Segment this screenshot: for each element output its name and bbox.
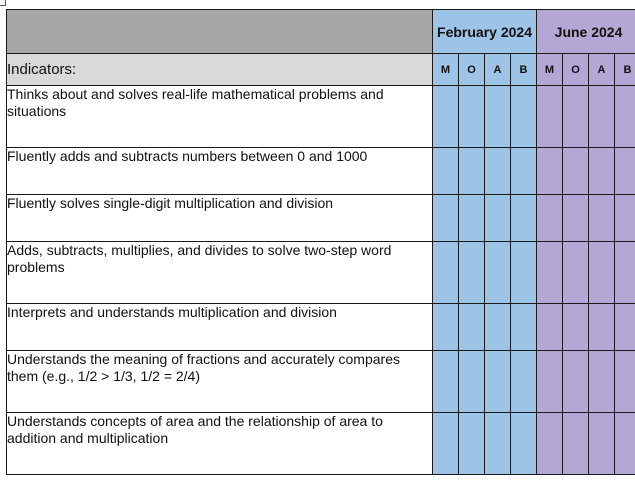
- indicator-text: Interprets and understands multiplication and division: [7, 304, 433, 351]
- assessment-table: [6, 9, 635, 475]
- rating-cell[interactable]: [433, 413, 459, 475]
- level-header-m: M: [537, 54, 563, 86]
- rating-cell[interactable]: [459, 86, 485, 148]
- indicator-row: [7, 351, 635, 413]
- rating-cell[interactable]: [589, 242, 615, 304]
- level-header-row: [7, 54, 635, 86]
- rating-cell[interactable]: [485, 351, 511, 413]
- rating-cell[interactable]: [459, 351, 485, 413]
- term-header-june: June 2024: [537, 10, 635, 54]
- rating-cell[interactable]: [459, 413, 485, 475]
- rating-cell[interactable]: [537, 351, 563, 413]
- indicator-text: Understands concepts of area and the relationship of area to addition and multiplication: [7, 413, 433, 475]
- term-header-row: [7, 10, 635, 54]
- rating-cell[interactable]: [511, 351, 537, 413]
- rating-cell[interactable]: [511, 195, 537, 242]
- rating-cell[interactable]: [459, 195, 485, 242]
- term-header-february: February 2024: [433, 10, 537, 54]
- level-header-b: B: [615, 54, 635, 86]
- level-header-o: O: [459, 54, 485, 86]
- rating-cell[interactable]: [485, 413, 511, 475]
- rating-cell[interactable]: [615, 86, 635, 148]
- indicator-row: [7, 242, 635, 304]
- rating-cell[interactable]: [615, 242, 635, 304]
- rating-cell[interactable]: [433, 242, 459, 304]
- rating-cell[interactable]: [537, 304, 563, 351]
- rating-cell[interactable]: [433, 195, 459, 242]
- rating-cell[interactable]: [537, 195, 563, 242]
- rating-cell[interactable]: [459, 148, 485, 195]
- rating-cell[interactable]: [511, 242, 537, 304]
- rating-cell[interactable]: [511, 304, 537, 351]
- rating-cell[interactable]: [485, 148, 511, 195]
- rating-cell[interactable]: [563, 242, 589, 304]
- indicators-heading: Indicators:: [7, 54, 433, 86]
- rating-cell[interactable]: [563, 304, 589, 351]
- indicator-text: Fluently adds and subtracts numbers between 0 and 1000: [7, 148, 433, 195]
- indicator-text: Adds, subtracts, multiplies, and divides to solve two-step word problems: [7, 242, 433, 304]
- indicator-row: [7, 148, 635, 195]
- rating-cell[interactable]: [615, 351, 635, 413]
- indicator-row: [7, 413, 635, 475]
- rating-cell[interactable]: [433, 304, 459, 351]
- rating-cell[interactable]: [563, 195, 589, 242]
- rating-cell[interactable]: [537, 242, 563, 304]
- rating-cell[interactable]: [589, 148, 615, 195]
- rating-cell[interactable]: [485, 304, 511, 351]
- rating-cell[interactable]: [589, 86, 615, 148]
- rating-cell[interactable]: [459, 242, 485, 304]
- rating-cell[interactable]: [563, 86, 589, 148]
- level-header-a: A: [485, 54, 511, 86]
- rating-cell[interactable]: [433, 86, 459, 148]
- rating-cell[interactable]: [615, 195, 635, 242]
- rating-cell[interactable]: [537, 86, 563, 148]
- indicator-text: Understands the meaning of fractions and accurately compares them (e.g., 1/2 > 1/3, 1/2 = 2/4): [7, 351, 433, 413]
- rating-cell[interactable]: [485, 86, 511, 148]
- indicator-row: [7, 195, 635, 242]
- rating-cell[interactable]: [459, 304, 485, 351]
- rating-cell[interactable]: [589, 304, 615, 351]
- indicator-text: Thinks about and solves real-life mathematical problems and situations: [7, 86, 433, 148]
- rating-cell[interactable]: [615, 148, 635, 195]
- level-header-b: B: [511, 54, 537, 86]
- rating-cell[interactable]: [433, 148, 459, 195]
- rating-cell[interactable]: [589, 413, 615, 475]
- rating-cell[interactable]: [511, 86, 537, 148]
- indicator-row: [7, 304, 635, 351]
- level-header-a: A: [589, 54, 615, 86]
- rating-cell[interactable]: [485, 242, 511, 304]
- rating-cell[interactable]: [433, 351, 459, 413]
- table-anchor-mark: [0, 0, 6, 6]
- level-header-o: O: [563, 54, 589, 86]
- indicator-row: [7, 86, 635, 148]
- rating-cell[interactable]: [563, 148, 589, 195]
- indicator-text: Fluently solves single-digit multiplication and division: [7, 195, 433, 242]
- rating-cell[interactable]: [537, 413, 563, 475]
- rating-cell[interactable]: [615, 304, 635, 351]
- blank-header-cell: [7, 10, 433, 54]
- level-header-m: M: [433, 54, 459, 86]
- rating-cell[interactable]: [563, 351, 589, 413]
- rating-cell[interactable]: [537, 148, 563, 195]
- rating-cell[interactable]: [511, 413, 537, 475]
- rating-cell[interactable]: [563, 413, 589, 475]
- rating-cell[interactable]: [485, 195, 511, 242]
- rating-cell[interactable]: [589, 195, 615, 242]
- rating-cell[interactable]: [511, 148, 537, 195]
- rating-cell[interactable]: [589, 351, 615, 413]
- rating-cell[interactable]: [615, 413, 635, 475]
